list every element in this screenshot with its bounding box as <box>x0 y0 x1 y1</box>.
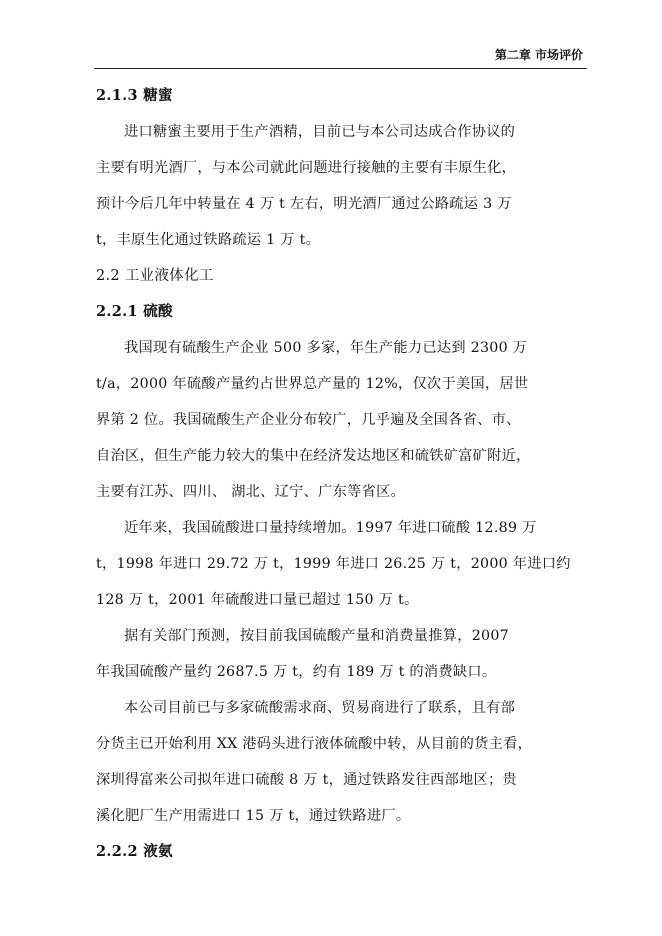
paragraph-line: 年我国硫酸产量约 2687.5 万 t，约有 189 万 t 的消费缺口。 <box>96 664 497 680</box>
paragraph-line: 128 万 t，2001 年硫酸进口量已超过 150 万 t。 <box>96 592 419 608</box>
paragraph-line: 溪化肥厂生产用需进口 15 万 t，通过铁路进厂。 <box>96 808 411 824</box>
paragraph-line: 近年来，我国硫酸进口量持续增加。1997 年进口硫酸 12.89 万 <box>124 520 537 536</box>
paragraph-line: 主要有江苏、四川、 湖北、辽宁、广东等省区。 <box>96 484 406 500</box>
chapter-title: 第二章 市场评价 <box>494 48 583 62</box>
paragraph-line: t，1998 年进口 29.72 万 t，1999 年进口 26.25 万 t，2000 年进口约 <box>96 556 571 572</box>
paragraph-line: 预计今后几年中转量在 4 万 t 左右，明光酒厂通过公路疏运 3 万 <box>96 196 512 212</box>
section-heading-2-2: 2.2 工业液体化工 <box>96 268 214 284</box>
document-body <box>96 78 588 870</box>
paragraph-line: 本公司目前已与多家硫酸需求商、贸易商进行了联系，且有部 <box>124 700 516 716</box>
paragraph-line: 深圳得富来公司拟年进口硫酸 8 万 t，通过铁路发往西部地区；贵 <box>96 772 517 788</box>
paragraph-line: 进口糖蜜主要用于生产酒精，目前已与本公司达成合作协议的 <box>124 124 516 140</box>
section-heading-2-1-3: 2.1.3 糖蜜 <box>96 87 173 104</box>
section-heading-2-2-2: 2.2.2 液氨 <box>96 843 173 860</box>
section-heading-2-2-1: 2.2.1 硫酸 <box>96 303 173 320</box>
paragraph-line: 主要有明光酒厂，与本公司就此问题进行接触的主要有丰原生化， <box>96 160 517 176</box>
paragraph-line: 分货主已开始利用 XX 港码头进行液体硫酸中转，从目前的货主看， <box>96 736 533 752</box>
paragraph-line: 自治区，但生产能力较大的集中在经济发达地区和硫铁矿富矿附近， <box>96 448 531 464</box>
paragraph-line: 据有关部门预测，按目前我国硫酸产量和消费量推算，2007 <box>124 628 510 644</box>
page-header <box>94 40 587 69</box>
paragraph-line: 界第 2 位。我国硫酸生产企业分布较广，几乎遍及全国各省、市、 <box>96 412 521 428</box>
paragraph-line: 我国现有硫酸生产企业 500 多家，年生产能力已达到 2300 万 <box>124 340 528 356</box>
paragraph-line: t，丰原生化通过铁路疏运 1 万 t。 <box>96 232 321 248</box>
paragraph-line: t/a，2000 年硫酸产量约占世界总产量的 12%，仅次于美国，居世 <box>96 376 529 392</box>
